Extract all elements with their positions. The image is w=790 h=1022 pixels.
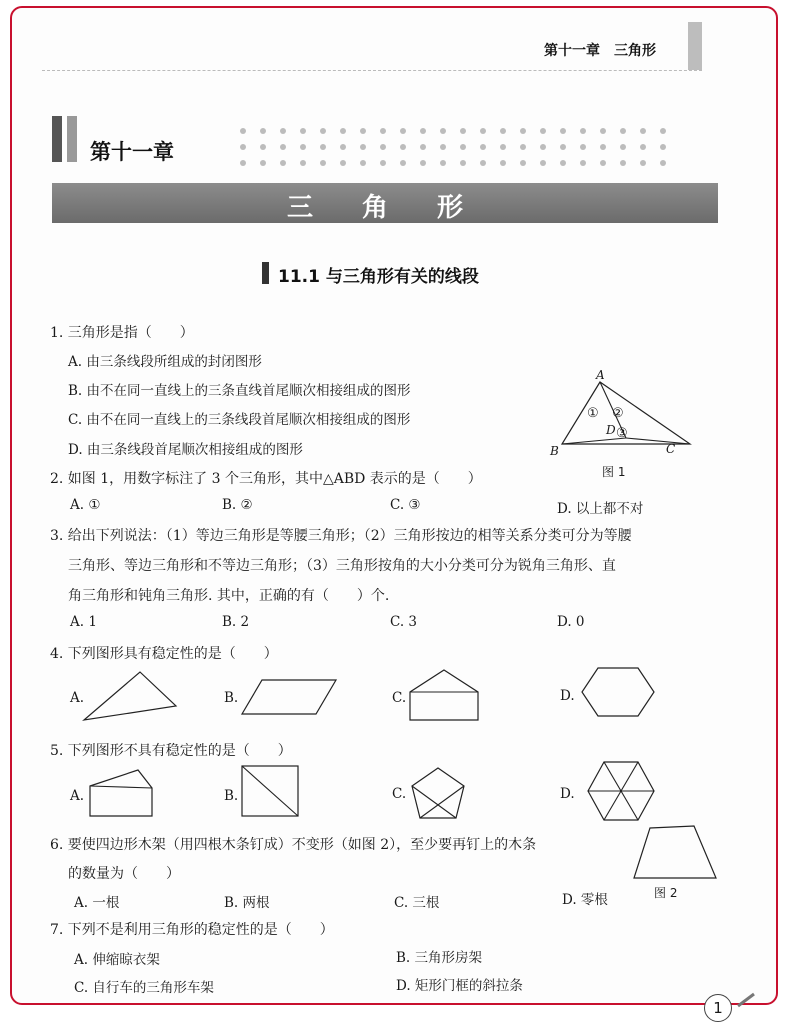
decorative-dot: [400, 144, 406, 150]
q6-line-2: 的数量为（ ）: [68, 866, 180, 882]
decorative-dot: [280, 160, 286, 166]
decorative-dot: [340, 144, 346, 150]
chapter-title-band: [52, 183, 718, 223]
page-frame: [10, 6, 778, 1017]
fig1-label-c: C: [666, 442, 676, 456]
q5-option-b: B.: [224, 788, 239, 804]
q2-option-d: D. 以上都不对: [557, 501, 644, 517]
header-tab-decoration: [688, 22, 702, 70]
decorative-dot: [400, 160, 406, 166]
figure-2-quadrilateral: [632, 824, 718, 882]
decorative-dot: [300, 128, 306, 134]
q3-option-c: C. 3: [390, 614, 418, 630]
q1-option-b: B. 由不在同一直线上的三条直线首尾顺次相接组成的图形: [68, 383, 411, 399]
chapter-marker: [52, 116, 62, 162]
q5-option-a: A.: [70, 788, 85, 804]
q5-option-d: D.: [560, 786, 575, 802]
decorative-dot: [360, 160, 366, 166]
q3-option-d: D. 0: [557, 614, 585, 630]
decorative-dot: [640, 160, 646, 166]
decorative-dot: [660, 160, 666, 166]
q4-triangle-figure: [82, 670, 182, 726]
decorative-dot: [600, 128, 606, 134]
decorative-dot: [500, 144, 506, 150]
decorative-dot: [480, 144, 486, 150]
q2-option-b: B. ②: [222, 497, 253, 513]
decorative-dot: [320, 160, 326, 166]
decorative-dot: [380, 160, 386, 166]
decorative-dot: [240, 144, 246, 150]
q4-option-b: B.: [224, 690, 239, 706]
fig1-caption: 图 1: [602, 465, 626, 479]
decorative-dot: [320, 128, 326, 134]
fig1-region-2: ②: [612, 406, 624, 421]
decorative-dot: [280, 144, 286, 150]
decorative-dot: [660, 128, 666, 134]
decorative-dot: [400, 128, 406, 134]
decorative-dot: [300, 160, 306, 166]
decorative-dot: [540, 160, 546, 166]
q5-square-with-triangle-figure: [86, 766, 160, 818]
decorative-dot: [560, 128, 566, 134]
decorative-dot: [540, 128, 546, 134]
decorative-dot: [240, 128, 246, 134]
decorative-dot: [260, 144, 266, 150]
decorative-dot: [520, 144, 526, 150]
q1-stem: 1. 三角形是指（ ）: [50, 325, 194, 341]
q1-option-a: A. 由三条线段所组成的封闭图形: [68, 354, 262, 370]
q4-option-a: A.: [70, 690, 85, 706]
q7-option-a: A. 伸缩晾衣架: [74, 952, 160, 968]
decorative-dot: [480, 128, 486, 134]
q4-stem: 4. 下列图形具有稳定性的是（ ）: [50, 646, 278, 662]
decorative-dot: [660, 144, 666, 150]
decorative-dot: [500, 160, 506, 166]
q4-option-c: C.: [392, 690, 407, 706]
decorative-dot: [560, 160, 566, 166]
q6-option-d: D. 零根: [562, 892, 608, 908]
decorative-dot: [360, 144, 366, 150]
dot-pattern: [240, 128, 700, 170]
fig2-caption: 图 2: [654, 886, 678, 900]
decorative-dot: [380, 144, 386, 150]
decorative-dot: [540, 144, 546, 150]
q5-stem: 5. 下列图形不具有稳定性的是（ ）: [50, 743, 292, 759]
q4-hexagon-figure: [578, 666, 658, 718]
decorative-dot: [280, 128, 286, 134]
decorative-dot: [620, 128, 626, 134]
decorative-dot: [260, 128, 266, 134]
fig1-label-d: D: [606, 423, 616, 437]
decorative-dot: [600, 160, 606, 166]
q5-pentagon-figure: [410, 766, 470, 822]
fig1-region-1: ①: [587, 406, 599, 421]
decorative-dot: [580, 160, 586, 166]
decorative-dot: [640, 144, 646, 150]
decorative-dot: [620, 160, 626, 166]
decorative-dot: [260, 160, 266, 166]
decorative-dot: [460, 160, 466, 166]
q6-option-a: A. 一根: [74, 895, 120, 911]
q6-line-1: 6. 要使四边形木架（用四根木条钉成）不变形（如图 2），至少要再钉上的木条: [50, 837, 537, 853]
running-header: 第十一章 三角形: [544, 43, 656, 59]
q4-option-d: D.: [560, 688, 575, 704]
q4-parallelogram-figure: [240, 676, 340, 720]
decorative-dot: [340, 160, 346, 166]
decorative-dot: [460, 144, 466, 150]
q3-line-1: 3. 给出下列说法：（1）等边三角形是等腰三角形；（2）三角形按边的相等关系分类可分为等腰: [50, 528, 632, 544]
q1-option-d: D. 由三条线段首尾顺次相接组成的图形: [68, 442, 303, 458]
q7-option-d: D. 矩形门框的斜拉条: [396, 978, 523, 994]
pencil-icon: [736, 992, 758, 1008]
header-divider: [42, 70, 702, 71]
decorative-dot: [460, 128, 466, 134]
decorative-dot: [480, 160, 486, 166]
decorative-dot: [580, 144, 586, 150]
decorative-dot: [560, 144, 566, 150]
decorative-dot: [580, 128, 586, 134]
chapter-label: 第十一章: [90, 140, 174, 164]
section-marker: [262, 262, 269, 284]
decorative-dot: [520, 128, 526, 134]
decorative-dot: [420, 160, 426, 166]
decorative-dot: [240, 160, 246, 166]
decorative-dot: [340, 128, 346, 134]
decorative-dot: [420, 144, 426, 150]
q6-option-b: B. 两根: [224, 895, 270, 911]
q4-house-pentagon-figure: [408, 666, 488, 724]
q3-option-a: A. 1: [70, 614, 97, 630]
section-title: 11.1 与三角形有关的线段: [278, 267, 479, 287]
decorative-dot: [440, 144, 446, 150]
chapter-marker-light: [67, 116, 77, 162]
decorative-dot: [600, 144, 606, 150]
q2-option-a: A. ①: [70, 497, 101, 513]
decorative-dot: [520, 160, 526, 166]
decorative-dot: [380, 128, 386, 134]
q3-option-b: B. 2: [222, 614, 250, 630]
q5-option-c: C.: [392, 786, 407, 802]
q7-option-c: C. 自行车的三角形车架: [74, 980, 214, 996]
q3-line-2: 三角形、等边三角形和不等边三角形；（3）三角形按角的大小分类可分为锐角三角形、直: [68, 558, 616, 574]
decorative-dot: [420, 128, 426, 134]
decorative-dot: [440, 128, 446, 134]
q7-option-b: B. 三角形房架: [396, 950, 483, 966]
decorative-dot: [500, 128, 506, 134]
fig1-region-3: ③: [616, 426, 628, 441]
decorative-dot: [360, 128, 366, 134]
fig1-label-b: B: [550, 444, 559, 458]
decorative-dot: [440, 160, 446, 166]
fig1-label-a: A: [596, 368, 605, 382]
q5-square-diagonal-figure: [240, 764, 302, 820]
decorative-dot: [300, 144, 306, 150]
decorative-dot: [320, 144, 326, 150]
decorative-dot: [620, 144, 626, 150]
q5-hexagon-triangulated-figure: [586, 760, 656, 822]
q7-stem: 7. 下列不是利用三角形的稳定性的是（ ）: [50, 922, 334, 938]
q1-option-c: C. 由不在同一直线上的三条线段首尾顺次相接组成的图形: [68, 412, 411, 428]
q2-stem: 2. 如图 1，用数字标注了 3 个三角形，其中△ABD 表示的是（ ）: [50, 471, 482, 487]
decorative-dot: [640, 128, 646, 134]
q3-line-3: 角三角形和钝角三角形. 其中，正确的有（ ）个.: [68, 588, 390, 604]
page-number: 1: [704, 994, 732, 1022]
q6-option-c: C. 三根: [394, 895, 440, 911]
chapter-title: 三 角 形: [286, 193, 484, 223]
q2-option-c: C. ③: [390, 497, 421, 513]
